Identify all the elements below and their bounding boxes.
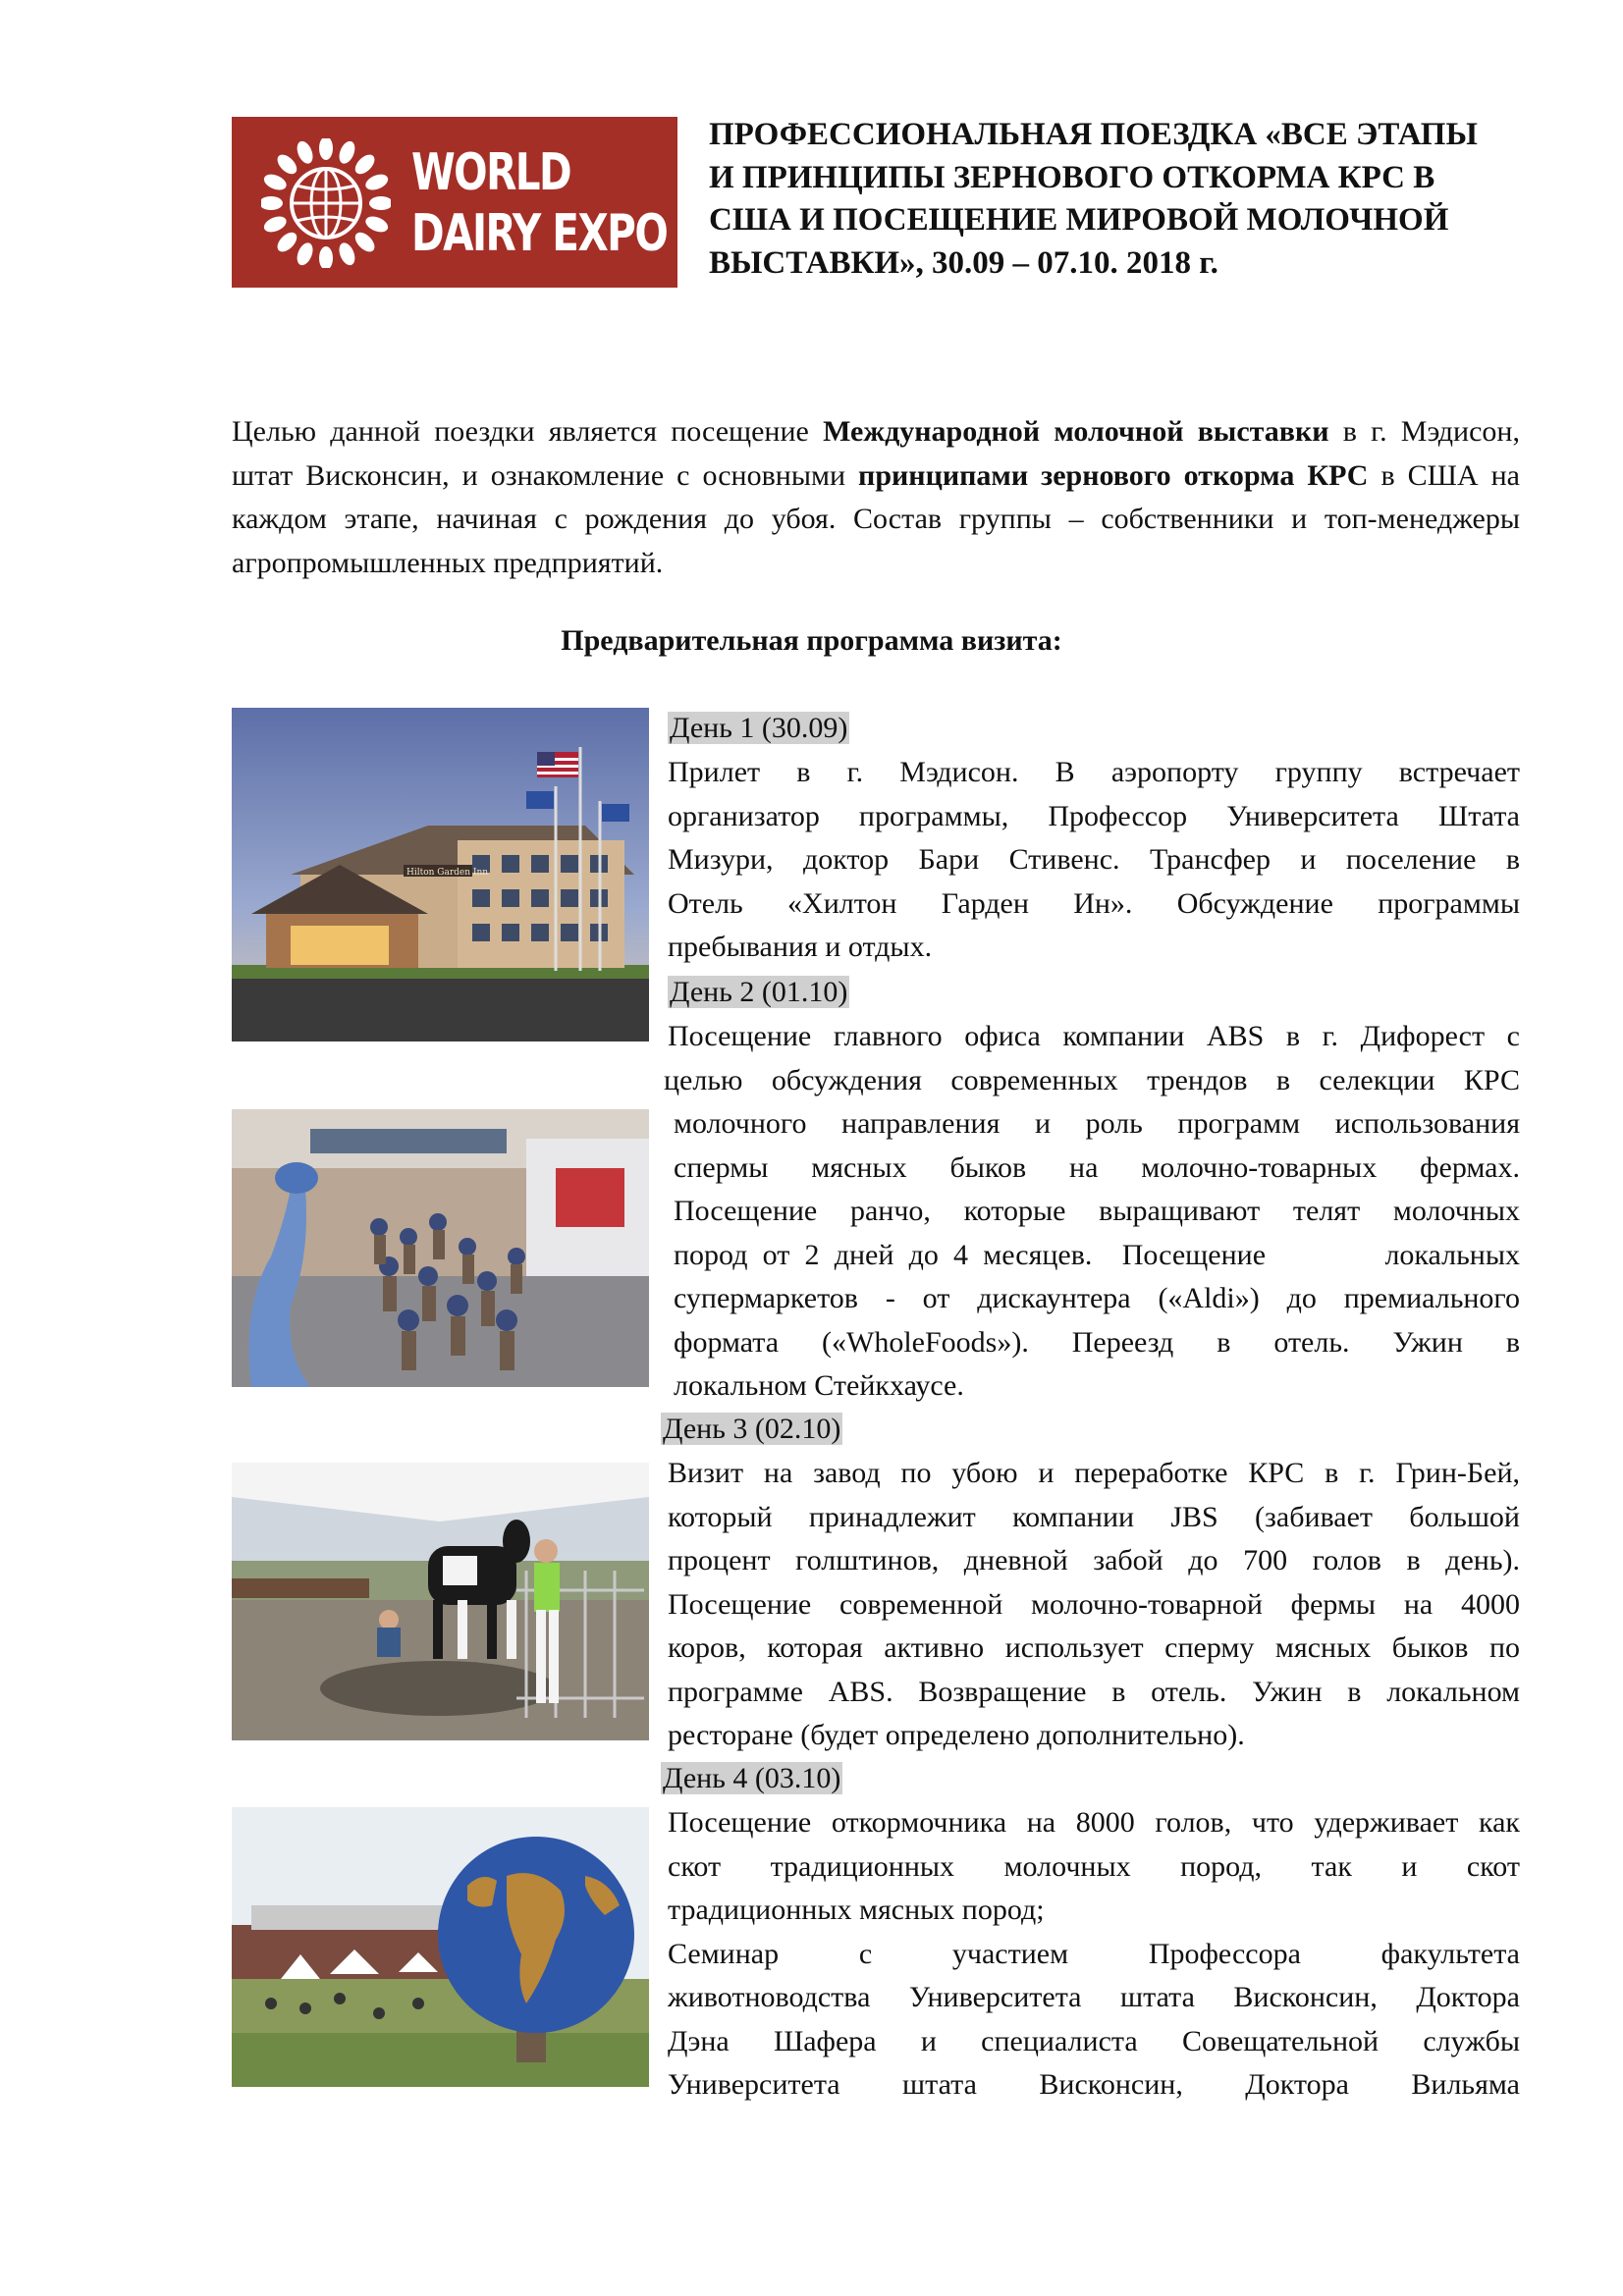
text-line: Посещение современной молочно-товарной фермы на 4000 xyxy=(668,1587,1520,1621)
hotel-sign: Hilton Garden Inn xyxy=(406,868,489,878)
logo-line-1: WORLD xyxy=(411,143,571,202)
text-line: Отель «Хилтон Гарден Ин». Обсуждение программы xyxy=(668,886,1520,920)
intro-text: в г. Мэдисон, штат Висконсин, и ознакомление с основными xyxy=(232,415,1520,492)
day-1-block xyxy=(668,709,849,748)
intro-paragraph xyxy=(232,410,1520,585)
text-line: который принадлежит компании JBS (забивает большой xyxy=(668,1500,1520,1533)
text-line: формата («WholeFoods»). Переезд в отель. Ужин в xyxy=(674,1325,1520,1359)
text-line: организатор программы, Профессор Университета Штата xyxy=(668,799,1520,832)
text-line: пребывания и отдых. xyxy=(668,931,933,963)
day-4-label: День 4 (03.10) xyxy=(663,1762,841,1794)
text-line: молочного направления и роль программ использования xyxy=(674,1107,1520,1140)
day-2-label: День 2 (01.10) xyxy=(670,976,848,1008)
logo-line-2: DAIRY EXPO xyxy=(411,204,668,263)
text-line: процент голштинов, дневной забой до 700 голов в день). xyxy=(668,1544,1520,1576)
intro-text: в США на каждом этапе, начиная с рождения до убоя. Состав группы – собственники и топ-менеджеры агропромышленных предприятий. xyxy=(232,458,1520,579)
intro-bold-exhibition: Международной молочной выставки xyxy=(823,415,1329,448)
cow-show-photo xyxy=(232,1463,649,1740)
text-line: животноводства Университета штата Висконсин, Доктора xyxy=(668,1981,1520,2013)
exhibition-hall-photo xyxy=(232,1109,649,1387)
text-line: традиционных мясных пород; xyxy=(668,1894,1045,1926)
program-heading: Предварительная программа визита: xyxy=(561,624,1062,657)
day-1-label: День 1 (30.09) xyxy=(670,712,848,744)
text-line: супермаркетов - от дискаунтера («Aldi») до премиального xyxy=(674,1282,1520,1314)
day-3-text xyxy=(668,1452,1520,1758)
text-line: Посещение ранчо, которые выращивают телят молочных xyxy=(674,1195,1520,1227)
text-line: локальном Стейкхаусе. xyxy=(674,1369,964,1402)
text-line: Посещение главного офиса компании ABS в г. Дифорест с xyxy=(668,1020,1520,1052)
intro-bold-principles: принципами зернового откорма КРС xyxy=(858,458,1369,492)
text-line: пород от 2 дней до 4 месяцев. Посещение локальных xyxy=(674,1238,1520,1271)
day-2-block xyxy=(668,973,849,1012)
day-3-label: День 3 (02.10) xyxy=(663,1413,841,1445)
intro-text: Целью данной поездки является посещение xyxy=(232,415,824,448)
text-line: ресторане (будет определено дополнительно). xyxy=(668,1719,1245,1751)
day-4-text xyxy=(668,1801,1520,2108)
text-line: Университета штата Висконсин, Доктора Вильяма xyxy=(668,2068,1520,2101)
text-line: программе ABS. Возвращение в отель. Ужин в локальном xyxy=(668,1675,1520,1708)
text-line: Визит на завод по убою и переработке КРС в г. Грин-Бей, xyxy=(668,1457,1520,1489)
day-4-block xyxy=(661,1759,842,1798)
text-line: коров, которая активно использует сперму мясных быков по xyxy=(668,1631,1520,1664)
title-line: И ПРИНЦИПЫ ЗЕРНОВОГО ОТКОРМА КРС В xyxy=(709,159,1435,195)
text-line: целью обсуждения современных трендов в селекции КРС xyxy=(664,1063,1520,1096)
hotel-photo xyxy=(232,708,649,1041)
title-line: ПРОФЕССИОНАЛЬНАЯ ПОЕЗДКА «ВСЕ ЭТАПЫ xyxy=(709,117,1478,152)
text-line: спермы мясных быков на молочно-товарных фермах. xyxy=(674,1150,1520,1184)
logo-text xyxy=(411,142,667,264)
text-line: Семинар с участием Профессора факультета xyxy=(668,1937,1520,1970)
text-line: Посещение откормочника на 8000 голов, что удерживает как xyxy=(668,1806,1520,1839)
title-line: ВЫСТАВКИ», 30.09 – 07.10. 2018 г. xyxy=(709,244,1218,281)
text-line: Прилет в г. Мэдисон. В аэропорту группу встречает xyxy=(668,756,1520,788)
day-2-text xyxy=(664,1015,1520,1409)
page-title xyxy=(709,114,1524,285)
text-line: Мизури, доктор Бари Стивенс. Трансфер и поселение в xyxy=(668,843,1520,876)
title-line: США И ПОСЕЩЕНИЕ МИРОВОЙ МОЛОЧНОЙ xyxy=(709,202,1449,238)
sunflower-globe-icon xyxy=(261,138,391,268)
day-3-block xyxy=(661,1410,842,1449)
text-line: Дэна Шафера и специалиста Совещательной службы xyxy=(668,2024,1520,2057)
world-dairy-expo-logo xyxy=(232,117,677,288)
day-1-text xyxy=(668,751,1520,970)
text-line: скот традиционных молочных пород, так и скот xyxy=(668,1849,1520,1883)
globe-photo xyxy=(232,1807,649,2087)
